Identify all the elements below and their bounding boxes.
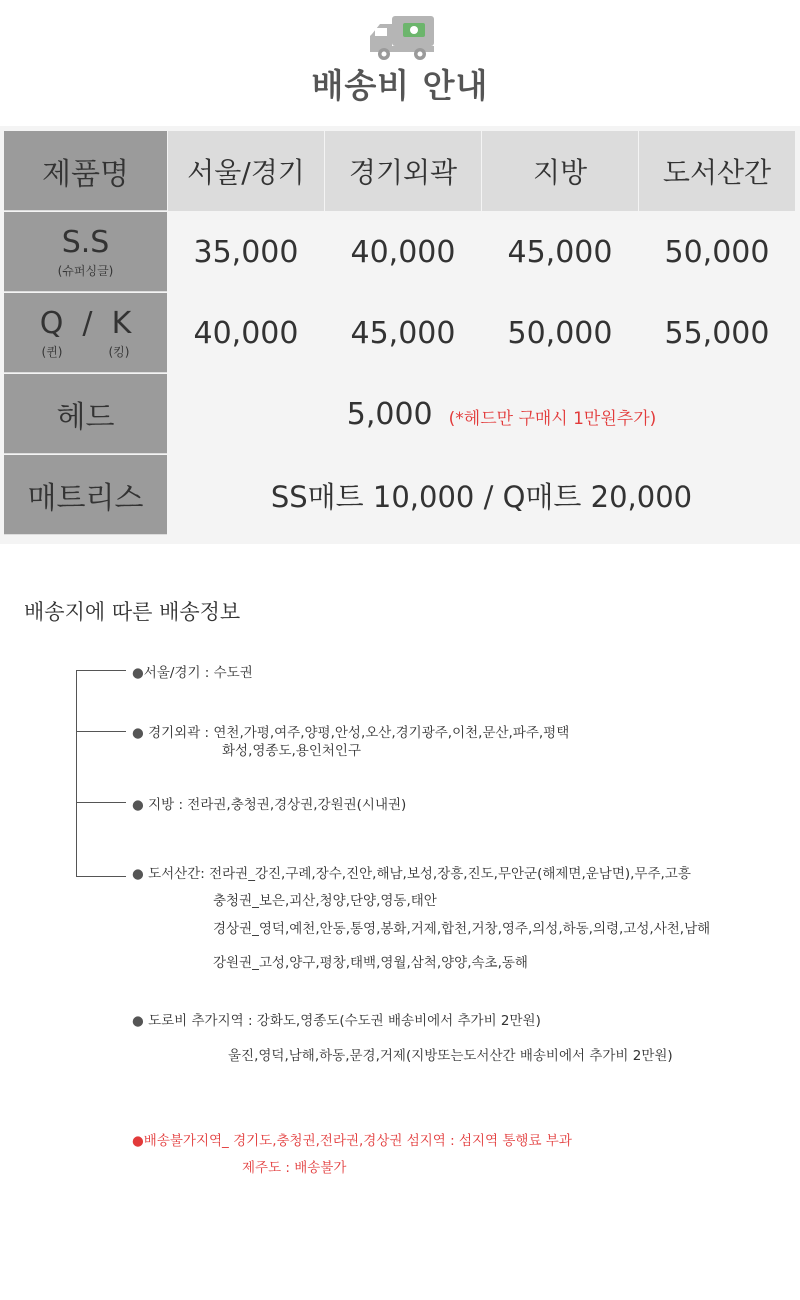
- tree-branch-line: [76, 802, 126, 803]
- bullet-icon: ●: [132, 866, 144, 882]
- price-cell: 50,000: [664, 234, 770, 270]
- column-header-seoul: 서울/경기: [168, 131, 324, 211]
- price-cell: 40,000: [350, 234, 456, 270]
- head-price-cell: [168, 374, 795, 454]
- table-header-row: [4, 131, 795, 211]
- tree-branch-line: [76, 731, 126, 732]
- price-cell: 50,000: [507, 315, 613, 351]
- info-road: ● 도로비 추가지역 : 강화도,영종도(수도권 배송비에서 추가비 2만원): [132, 1013, 541, 1029]
- row-header-ss: [4, 212, 167, 292]
- price-table: [3, 130, 796, 536]
- table-row: [4, 293, 795, 373]
- corner-header: 제품명: [4, 131, 167, 211]
- head-price: 5,000: [346, 396, 433, 432]
- bullet-icon: ●: [132, 1133, 144, 1149]
- column-header-local: 지방: [482, 131, 638, 211]
- tree-vertical-line: [76, 670, 77, 876]
- page-title: 배송비 안내: [311, 66, 489, 105]
- price-cell: 45,000: [350, 315, 456, 351]
- row-sublabel-queen: (퀸): [41, 344, 63, 359]
- tree-branch-line: [76, 876, 126, 877]
- table-row: [4, 212, 795, 292]
- head-note: (*헤드만 구매시 1만원추가): [448, 408, 657, 429]
- info-island-gangwon: 강원권_고성,양구,평창,태백,영월,삼척,양양,속초,동해: [213, 955, 528, 971]
- tree-branch-line: [76, 670, 126, 671]
- price-cell: 45,000: [507, 234, 613, 270]
- info-outer-cont: 화성,영종도,용인처인구: [222, 743, 361, 759]
- bullet-icon: ●: [132, 665, 144, 681]
- row-label-ss: S.S: [61, 224, 110, 260]
- price-cell: 35,000: [193, 234, 299, 270]
- info-outer: ● 경기외곽 : 연천,가평,여주,양평,안성,오산,경기광주,이천,문산,파주,평택: [132, 725, 570, 741]
- price-cell: 55,000: [664, 315, 770, 351]
- row-label-qk: Q / K: [39, 305, 132, 341]
- column-header-island: 도서산간: [639, 131, 795, 211]
- info-road-cont: 울진,영덕,남해,하동,문경,거제(지방또는도서산간 배송비에서 추가비 2만원): [228, 1048, 673, 1064]
- info-island-gyeongsang: 경상권_영덕,예천,안동,통영,봉화,거제,합천,거창,영주,의성,하동,의령,고성,사천,남해: [213, 921, 711, 937]
- mattress-price-cell: SS매트 10,000 / Q매트 20,000: [270, 479, 693, 514]
- table-row: [4, 455, 795, 535]
- info-island: ● 도서산간: 전라권_강진,구례,장수,진안,해남,보성,장흥,진도,무안군(해제면,운남면),무주,고흥: [132, 866, 691, 882]
- row-sublabel-ss: (슈퍼싱글): [57, 263, 114, 278]
- delivery-info-title: 배송지에 따른 배송정보: [24, 600, 241, 624]
- truck-icon: [368, 14, 436, 62]
- info-no-delivery: ●배송불가지역_ 경기도,충청권,전라권,경상권 섬지역 : 섬지역 통행료 부과: [132, 1133, 572, 1149]
- info-local: ● 지방 : 전라권,충청권,경상권,강원권(시내권): [132, 797, 407, 813]
- price-table-section: [0, 126, 800, 544]
- row-header-head: 헤드: [4, 374, 167, 454]
- bullet-icon: ●: [132, 1013, 144, 1029]
- row-header-qk: [4, 293, 167, 373]
- table-row: [4, 374, 795, 454]
- row-header-mattress: 매트리스: [4, 455, 167, 535]
- page-header: [0, 0, 800, 120]
- info-island-chungcheong: 충청권_보은,괴산,청양,단양,영동,태안: [213, 893, 437, 909]
- column-header-outer: 경기외곽: [325, 131, 481, 211]
- price-cell: 40,000: [193, 315, 299, 351]
- bullet-icon: ●: [132, 797, 144, 813]
- row-sublabel-king: (킹): [108, 344, 130, 359]
- info-seoul: ●서울/경기 : 수도권: [132, 665, 253, 681]
- bullet-icon: ●: [132, 725, 144, 741]
- info-no-delivery-jeju: 제주도 : 배송불가: [242, 1160, 347, 1176]
